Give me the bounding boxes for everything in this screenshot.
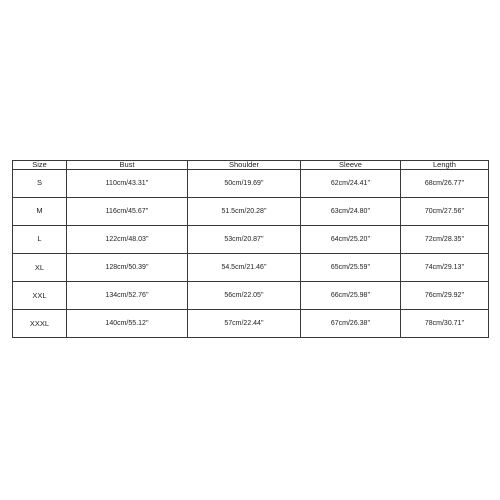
size-chart-table bbox=[12, 160, 489, 338]
table-header bbox=[13, 161, 489, 170]
cell-length: 74cm/29.13'' bbox=[401, 253, 489, 281]
table-row bbox=[13, 253, 489, 281]
cell-shoulder: 57cm/22.44'' bbox=[188, 309, 301, 337]
header-length: Length bbox=[401, 161, 489, 170]
cell-sleeve: 67cm/26.38'' bbox=[301, 309, 401, 337]
table-body bbox=[13, 169, 489, 338]
cell-length: 76cm/29.92'' bbox=[401, 281, 489, 309]
cell-size: M bbox=[13, 197, 67, 225]
cell-size: XXL bbox=[13, 281, 67, 309]
header-size: Size bbox=[13, 161, 67, 170]
cell-sleeve: 64cm/25.20'' bbox=[301, 225, 401, 253]
cell-shoulder: 53cm/20.87'' bbox=[188, 225, 301, 253]
header-bust: Bust bbox=[67, 161, 188, 170]
cell-shoulder: 54.5cm/21.46'' bbox=[188, 253, 301, 281]
cell-bust: 122cm/48.03'' bbox=[67, 225, 188, 253]
cell-shoulder: 51.5cm/20.28'' bbox=[188, 197, 301, 225]
cell-length: 78cm/30.71'' bbox=[401, 309, 489, 337]
table-row bbox=[13, 309, 489, 337]
table-row bbox=[13, 169, 489, 197]
cell-size: S bbox=[13, 169, 67, 197]
cell-sleeve: 62cm/24.41'' bbox=[301, 169, 401, 197]
table-row bbox=[13, 225, 489, 253]
cell-sleeve: 65cm/25.59'' bbox=[301, 253, 401, 281]
cell-bust: 128cm/50.39'' bbox=[67, 253, 188, 281]
header-row bbox=[13, 161, 489, 170]
header-shoulder: Shoulder bbox=[188, 161, 301, 170]
cell-length: 68cm/26.77'' bbox=[401, 169, 489, 197]
cell-sleeve: 66cm/25.98'' bbox=[301, 281, 401, 309]
cell-size: L bbox=[13, 225, 67, 253]
cell-bust: 110cm/43.31'' bbox=[67, 169, 188, 197]
cell-shoulder: 56cm/22.05'' bbox=[188, 281, 301, 309]
cell-shoulder: 50cm/19.69'' bbox=[188, 169, 301, 197]
cell-length: 72cm/28.35'' bbox=[401, 225, 489, 253]
cell-sleeve: 63cm/24.80'' bbox=[301, 197, 401, 225]
header-sleeve: Sleeve bbox=[301, 161, 401, 170]
table-row bbox=[13, 197, 489, 225]
table-row bbox=[13, 281, 489, 309]
cell-size: XL bbox=[13, 253, 67, 281]
cell-bust: 116cm/45.67'' bbox=[67, 197, 188, 225]
cell-bust: 134cm/52.76'' bbox=[67, 281, 188, 309]
cell-size: XXXL bbox=[13, 309, 67, 337]
cell-bust: 140cm/55.12'' bbox=[67, 309, 188, 337]
cell-length: 70cm/27.56'' bbox=[401, 197, 489, 225]
